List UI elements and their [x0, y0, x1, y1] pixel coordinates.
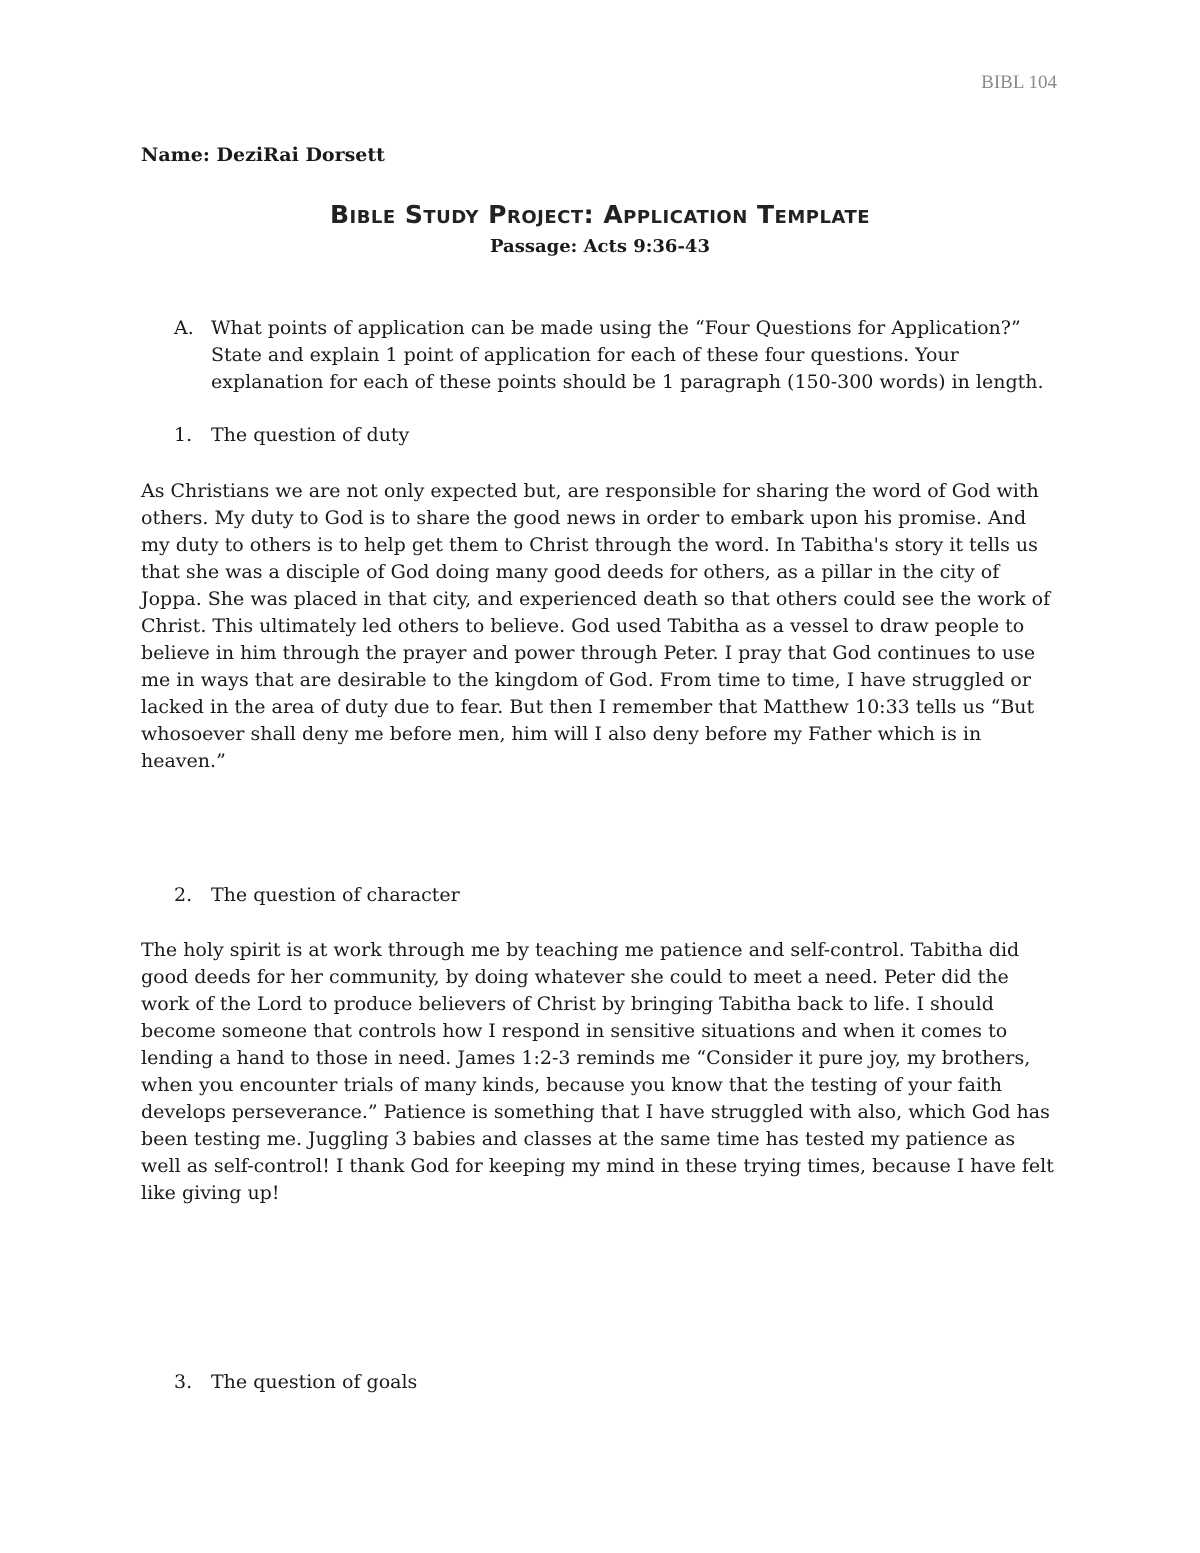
- student-name: Name: DeziRai Dorsett: [141, 144, 385, 166]
- question-label: The question of duty: [211, 424, 410, 446]
- question-label: The question of goals: [211, 1371, 418, 1393]
- prompt-text: What points of application can be made using the “Four Questions for Application?” State and explain 1 point of application for each of these four questions. Your explanation for each of these points should be 1 paragraph (150-300 words) in length.: [211, 317, 1044, 393]
- question-label: The question of character: [211, 884, 460, 906]
- question-marker: 2.: [174, 884, 193, 906]
- question-item-goals: [174, 1371, 417, 1393]
- course-code: BIBL 104: [981, 72, 1057, 93]
- question-marker: 3.: [174, 1371, 193, 1393]
- question-item-character: [174, 884, 460, 906]
- page-title: Bible Study Project: Application Template: [329, 200, 871, 229]
- answer-paragraph-character: The holy spirit is at work through me by teaching me patience and self-control. Tabitha did good deeds for her community, by doing whatever she could to meet a need. Peter did the work of the Lord to produce believers of Christ by bringing Tabitha back to life. I should become someone that controls how I respond in sensitive situations and when it comes to lending a hand to those in need. James 1:2-3 reminds me “Consider it pure joy, my brothers, when you encounter trials of many kinds, because you know that the testing of your faith develops perseverance.” Patience is something that I have struggled with also, which God has been testing me. Juggling 3 babies and classes at the same time has tested my patience as well as self-control! I thank God for keeping my mind in these trying times, because I have felt like giving up!: [141, 939, 1054, 1204]
- passage-reference: Passage: Acts 9:36-43: [490, 236, 710, 257]
- question-item-duty: [174, 424, 409, 446]
- prompt-marker: A.: [174, 317, 194, 339]
- answer-paragraph-duty: As Christians we are not only expected but, are responsible for sharing the word of God with others. My duty to God is to share the good news in order to embark upon his promise. And my duty to others is to help get them to Christ through the word. In Tabitha's story it tells us that she was a disciple of God doing many good deeds for others, as a pillar in the city of Joppa. She was placed in that city, and experienced death so that others could see the work of Christ. This ultimately led others to believe. God used Tabitha as a vessel to draw people to believe in him through the prayer and power through Peter. I pray that God continues to use me in ways that are desirable to the kingdom of God. From time to time, I have struggled or lacked in the area of duty due to fear. But then I remember that Matthew 10:33 tells us “But whosoever shall deny me before men, him will I also deny before my Father which is in heaven.”: [141, 480, 1051, 772]
- question-marker: 1.: [174, 424, 193, 446]
- prompt-item: [174, 315, 1064, 396]
